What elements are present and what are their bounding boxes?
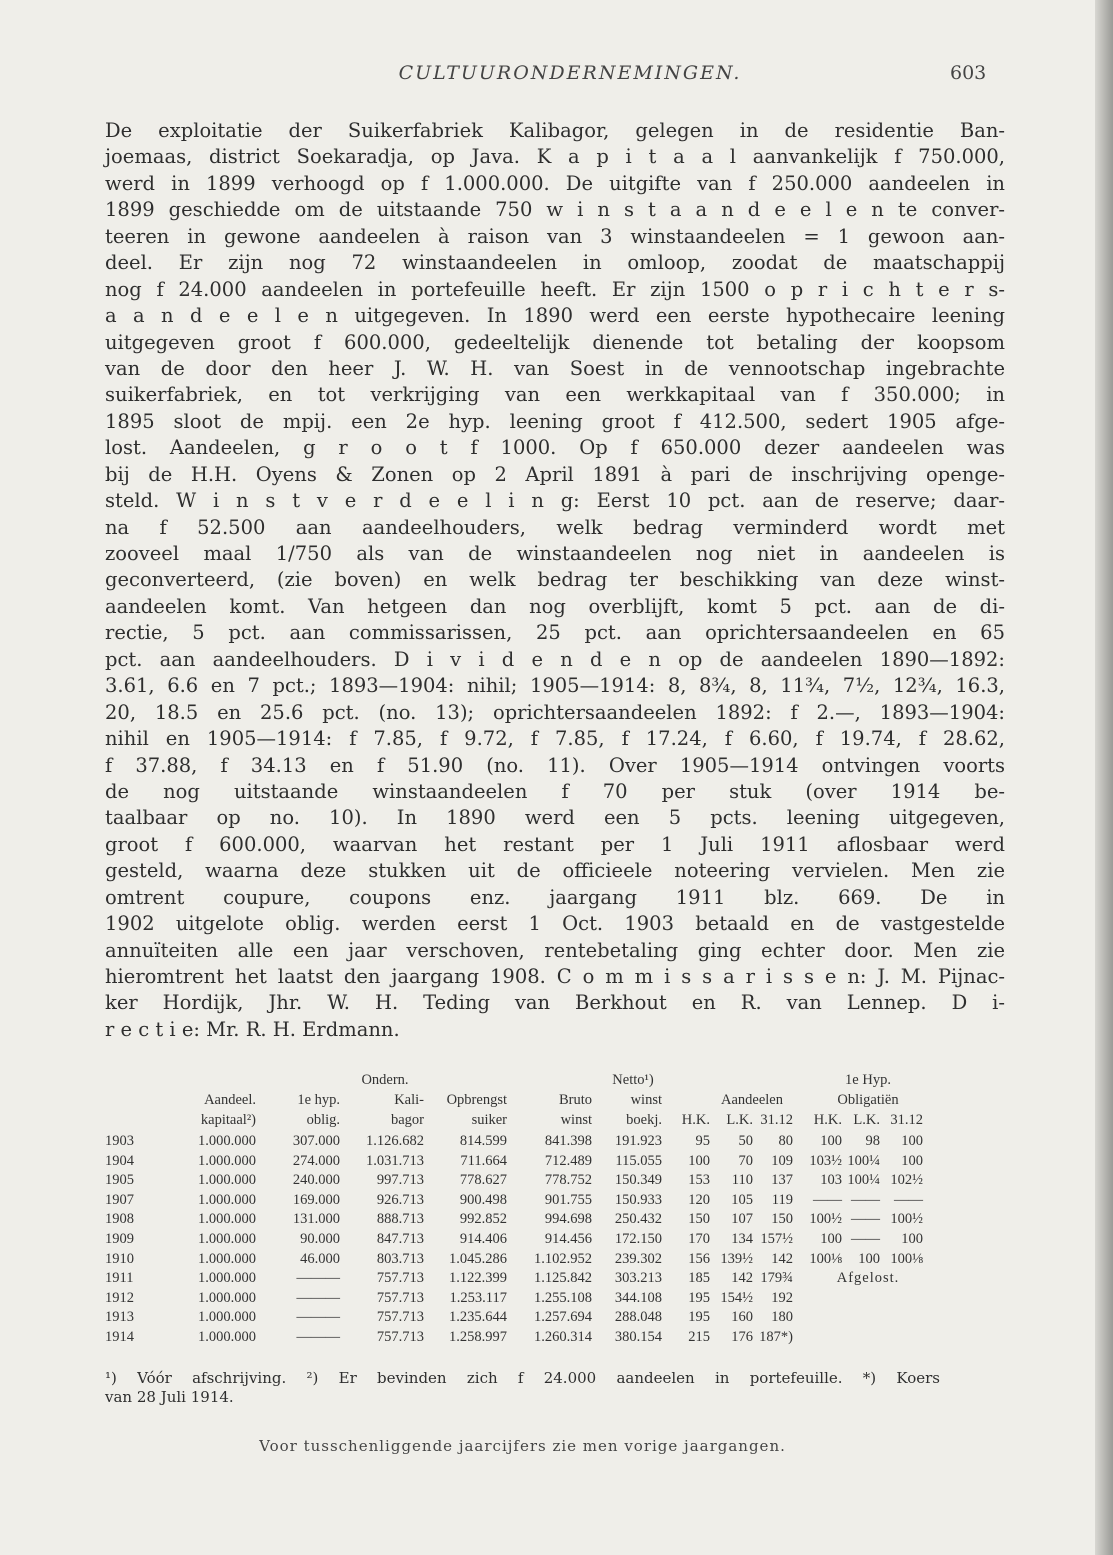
text-line: na f 52.500 aan aandeelhouders, welk bedrag verminderd wordt met [105,515,1005,539]
table-cell: 185 [688,1270,710,1287]
table-cell: 1.258.997 [449,1329,507,1345]
table-cell: 100¼ [847,1152,880,1169]
table-cell: 115.055 [615,1152,662,1169]
table-cell: 100⅛ [809,1250,842,1267]
table-cell: 1.125.842 [534,1270,592,1287]
table-year-cell: 1913 [105,1309,134,1326]
table-cell: 1.000.000 [198,1231,256,1247]
table-cell: 1.045.286 [449,1250,507,1267]
table-header-cell: Opbrengst [446,1092,507,1108]
table-header-cell: H.K. [681,1112,710,1128]
table-cell: —— [851,1211,880,1228]
table-cell: 157½ [760,1231,793,1247]
table-cell: 926.713 [376,1191,424,1208]
table-cell: 103 [820,1172,842,1189]
text-line: joemaas, district Soekaradja, op Java. K a p i t a a l aanvankelijk f 750.000, [105,145,1005,169]
table-cell: 150 [771,1211,793,1228]
table-cell: 100⅛ [890,1250,923,1267]
table-cell: 303.213 [614,1270,662,1287]
text-line: van de door den heer J. W. H. van Soest in de vennootschap ingebrachte [105,356,1005,380]
table-year-cell: 1912 [105,1289,134,1306]
table-cell: 119 [771,1191,793,1208]
table-cell: 100 [688,1152,710,1169]
table-cell: 195 [688,1289,710,1306]
table-cell: 712.489 [544,1152,592,1169]
table-year-cell: 1903 [105,1133,134,1149]
table-header-cell: boekj. [626,1112,662,1128]
table-cell: 154½ [720,1289,753,1306]
text-line: annuïteiten alle een jaar verschoven, rentebetaling ging echter door. Men zie [105,938,1005,962]
table-cell: 103½ [809,1152,842,1169]
table-cell: 997.713 [376,1172,424,1189]
table-header-cell: Aandeel. [204,1092,256,1108]
table-cell: 711.664 [460,1152,507,1169]
table-cell: 1.122.399 [449,1270,507,1287]
table-cell: —— [813,1191,842,1208]
table-year-cell: 1908 [105,1211,134,1228]
text-line: hieromtrent het laatst den jaargang 1908. C o m m i s s a r i s s e n: J. M. Pijnac- [105,965,1005,988]
text-line: zooveel maal 1/750 als van de winstaandeelen nog niet in aandeelen is [105,542,1005,565]
table-cell: 150.933 [614,1191,662,1208]
table-cell: 109 [771,1152,793,1169]
table-cell: 110 [731,1172,753,1189]
text-line: 1895 sloot de mpij. een 2e hyp. leening groot f 412.500, sedert 1905 afge- [105,409,1005,433]
text-line: omtrent coupure, coupons enz. jaargang 1911 blz. 669. De in [105,885,1005,909]
table-cell: —— [851,1191,880,1208]
table-cell: 176 [731,1329,753,1345]
text-line: De exploitatie der Suikerfabriek Kalibagor, gelegen in de residentie Ban- [105,119,1005,142]
table-cell: 102½ [890,1172,923,1189]
table-cell: —— [851,1231,880,1247]
table-cell: 814.599 [459,1133,507,1149]
table-cell: 100 [901,1231,923,1247]
table-cell: 192 [771,1289,793,1306]
table-cell: 1.235.644 [449,1309,507,1326]
table-cell: 1.000.000 [198,1152,256,1169]
text-line: steld. W i n s t v e r d e e l i n g: Eerst 10 pct. aan de reserve; daar- [105,489,1005,513]
table-cell: 187*) [759,1329,793,1345]
table-cell: 46.000 [300,1250,340,1267]
table-cell: 1.257.694 [534,1309,592,1326]
table-cell: 344.108 [614,1289,662,1306]
table-cell: 1.260.314 [534,1329,592,1345]
table-header-cell: winst [630,1092,662,1108]
table-year-cell: 1909 [105,1231,134,1247]
text-line: 20, 18.5 en 25.6 pct. (no. 13); oprichtersaandeelen 1892: f 2.—, 1893—1904: [105,700,1005,724]
table-cell: 195 [688,1309,710,1326]
table-cell: 100¼ [847,1172,880,1189]
text-line: f 37.88, f 34.13 en f 51.90 (no. 11). Over 1905—1914 ontvingen voorts [105,753,1005,777]
table-cell: 131.000 [292,1211,340,1228]
table-cell: 1.000.000 [198,1329,256,1345]
table-header-cell: 31.12 [890,1112,923,1128]
table-cell: 156 [688,1250,710,1267]
table-cell: 288.048 [614,1309,662,1326]
table-cell: 1.000.000 [198,1250,256,1267]
footnote-line-1: ¹) Vóór afschrijving. ²) Er bevinden zich f 24.000 aandeelen in portefeuille. *) Koers [105,1369,940,1387]
table-cell: 170 [688,1231,710,1247]
table-header-cell: kapitaal²) [200,1112,256,1128]
table-cell: 1.031.713 [366,1152,424,1169]
table-cell: 215 [688,1329,710,1345]
table-cell: 757.713 [376,1329,424,1345]
table-header-cell: Bruto [558,1092,592,1108]
table-cell: 1.000.000 [198,1211,256,1228]
table-cell: 1.000.000 [198,1289,256,1306]
table-year-cell: 1911 [105,1270,134,1287]
table-cell: 914.406 [459,1231,507,1247]
text-line: nihil en 1905—1914: f 7.85, f 9.72, f 7.85, f 17.24, f 6.60, f 19.74, f 28.62, [105,727,1005,751]
table-cell: 1.000.000 [198,1191,256,1208]
footnote-line-2: van 28 Juli 1914. [105,1388,234,1406]
table-header-cell: Netto¹) [612,1072,654,1088]
text-line: deel. Er zijn nog 72 winstaandeelen in omloop, zoodat de maatschappij [105,251,1005,275]
table-cell: 150.349 [614,1172,662,1189]
text-line: rectie, 5 pct. aan commissarissen, 25 pct. aan oprichtersaandeelen en 65 [105,621,1005,645]
text-line: uitgegeven groot f 600.000, gedeeltelijk dienende tot betaling der koopsom [105,330,1005,354]
table-cell: 169.000 [292,1191,340,1208]
table-cell: 1.102.952 [534,1250,592,1267]
table-cell: 139½ [720,1250,753,1267]
table-cell: 191.923 [614,1133,662,1149]
table-cell: ——— [296,1270,340,1287]
text-line: gesteld, waarna deze stukken uit de officieele noteering vervielen. Men zie [105,859,1005,883]
table-cell: 900.498 [459,1191,507,1208]
text-line: teeren in gewone aandeelen à raison van 3 winstaandeelen = 1 gewoon aan- [105,224,1005,248]
table-cell: 90.000 [300,1231,340,1247]
table-header-cell: oblig. [306,1112,340,1128]
table-cell: 1.000.000 [198,1133,256,1149]
running-title: CULTUURONDERNEMINGEN. [398,62,742,84]
table-cell: ——— [296,1289,340,1306]
table-cell: 778.627 [459,1172,507,1189]
table-cell: 274.000 [292,1152,340,1169]
table-cell: 98 [865,1133,880,1149]
table-cell: 841.398 [544,1133,592,1149]
table-year-cell: 1907 [105,1191,134,1208]
text-line: taalbaar op no. 10). In 1890 werd een 5 pcts. leening uitgegeven, [105,806,1005,830]
table-header-cell: winst [560,1112,592,1128]
page-number: 603 [950,62,987,84]
table-cell: 153 [688,1172,710,1189]
table-cell: 888.713 [376,1211,424,1228]
table-cell: ——— [296,1329,340,1345]
text-line: 1902 uitgelote oblig. werden eerst 1 Oct. 1903 betaald en de vastgestelde [105,912,1005,936]
table-cell: 992.852 [459,1211,507,1228]
table-cell: 100½ [809,1211,842,1228]
table-cell: 134 [731,1231,753,1247]
table-cell: 137 [771,1172,793,1189]
table-cell: 100 [820,1133,842,1149]
text-line: groot f 600.000, waarvan het restant per 1 Juli 1911 aflosbaar werd [105,832,1005,856]
text-line: pct. aan aandeelhouders. D i v i d e n d e n op de aandeelen 1890—1892: [105,647,1005,671]
text-line: a a n d e e l e n uitgegeven. In 1890 werd een eerste hypothecaire leening [105,304,1005,328]
table-cell: 901.755 [544,1191,592,1208]
table-cell: 50 [738,1133,753,1149]
text-line: aandeelen komt. Van hetgeen dan nog overblijft, komt 5 pct. aan de di- [105,594,1005,618]
table-cell: 250.432 [614,1211,662,1228]
table-year-cell: 1905 [105,1172,134,1189]
table-header-cell: L.K. [853,1112,880,1128]
table-cell: 307.000 [292,1133,340,1149]
text-line: de nog uitstaande winstaandeelen f 70 per stuk (over 1914 be- [105,779,1005,803]
table-cell: 95 [695,1133,710,1149]
table-header-cell: 1e Hyp. [845,1072,891,1088]
text-line: 1899 geschiedde om de uitstaande 750 w i n s t a a n d e e l e n te conver- [105,198,1005,222]
table-cell: 757.713 [376,1309,424,1326]
table-cell: 380.154 [614,1329,662,1345]
table-cell: Afgelost. [836,1270,900,1287]
table-cell: 1.000.000 [198,1172,256,1189]
table-cell: 100 [858,1250,880,1267]
table-header-cell: bagor [390,1112,424,1128]
table-cell: 778.752 [544,1172,592,1189]
table-header-cell: 1e hyp. [297,1092,340,1108]
text-line: lost. Aandeelen, g r o o t f 1000. Op f 650.000 dezer aandeelen was [105,436,1005,460]
table-cell: 180 [771,1309,793,1326]
text-line: bij de H.H. Oyens & Zonen op 2 April 1891 à pari de inschrijving openge- [105,462,1005,486]
table-cell: 1.126.682 [366,1133,424,1149]
table-cell: 1.000.000 [198,1270,256,1287]
table-header-cell: suiker [471,1112,507,1128]
table-cell: 142 [731,1270,753,1287]
table-cell: 239.302 [614,1250,662,1267]
text-line: 3.61, 6.6 en 7 pct.; 1893—1904: nihil; 1905—1914: 8, 8¾, 8, 11¾, 7½, 12¾, 16.3, [105,674,1005,698]
table-cell: 107 [731,1211,753,1228]
text-line: nog f 24.000 aandeelen in portefeuille heeft. Er zijn 1500 o p r i c h t e r s- [105,277,1005,301]
table-cell: 757.713 [376,1270,424,1287]
text-line: ker Hordijk, Jhr. W. H. Teding van Berkhout en R. van Lennep. D i- [105,991,1005,1015]
table-cell: 1.253.117 [449,1289,507,1306]
table-cell: 150 [688,1211,710,1228]
table-cell: 803.713 [376,1250,424,1267]
table-year-cell: 1914 [105,1329,134,1345]
table-year-cell: 1910 [105,1250,134,1267]
table-cell: ——— [296,1309,340,1326]
table-cell: 120 [688,1191,710,1208]
text-line: r e c t i e: Mr. R. H. Erdmann. [105,1017,400,1041]
table-header-cell: 31.12 [760,1112,793,1128]
table-header-cell: L.K. [726,1112,753,1128]
table-header-cell: Kali- [394,1092,424,1108]
table-cell: 1.255.108 [534,1289,592,1306]
table-cell: 240.000 [292,1172,340,1189]
table-header-cell: Obligatiën [837,1092,899,1108]
table-cell: 100 [820,1231,842,1247]
table-cell: 179¾ [760,1270,793,1287]
table-cell: 100½ [890,1211,923,1228]
table-cell: 160 [731,1309,753,1326]
text-line: geconverteerd, (zie boven) en welk bedrag ter beschikking van deze winst- [105,568,1005,592]
table-cell: 142 [771,1250,793,1267]
table-header-cell: H.K. [813,1112,842,1128]
table-cell: 994.698 [544,1211,592,1228]
table-cell: 100 [901,1152,923,1169]
table-cell: 80 [778,1133,793,1149]
table-cell: —— [894,1191,923,1208]
text-line: suikerfabriek, en tot verkrijging van een werkkapitaal van f 350.000; in [105,383,1005,407]
table-header-cell: Ondern. [361,1072,409,1088]
text-line: werd in 1899 verhoogd op f 1.000.000. De uitgifte van f 250.000 aandeelen in [105,171,1005,195]
closing-note: Voor tusschenliggende jaarcijfers zie men vorige jaargangen. [259,1437,786,1455]
table-cell: 105 [731,1191,753,1208]
table-header-cell: Aandeelen [721,1092,783,1108]
table-year-cell: 1904 [105,1152,134,1169]
body-text [105,118,1005,1043]
table-cell: 757.713 [376,1289,424,1306]
table-cell: 172.150 [614,1231,662,1247]
table-cell: 914.456 [544,1231,592,1247]
table-cell: 1.000.000 [198,1309,256,1326]
table-cell: 847.713 [376,1231,424,1247]
table-cell: 70 [738,1152,753,1169]
page-edge-shadow [1095,0,1113,1555]
table-cell: 100 [901,1133,923,1149]
